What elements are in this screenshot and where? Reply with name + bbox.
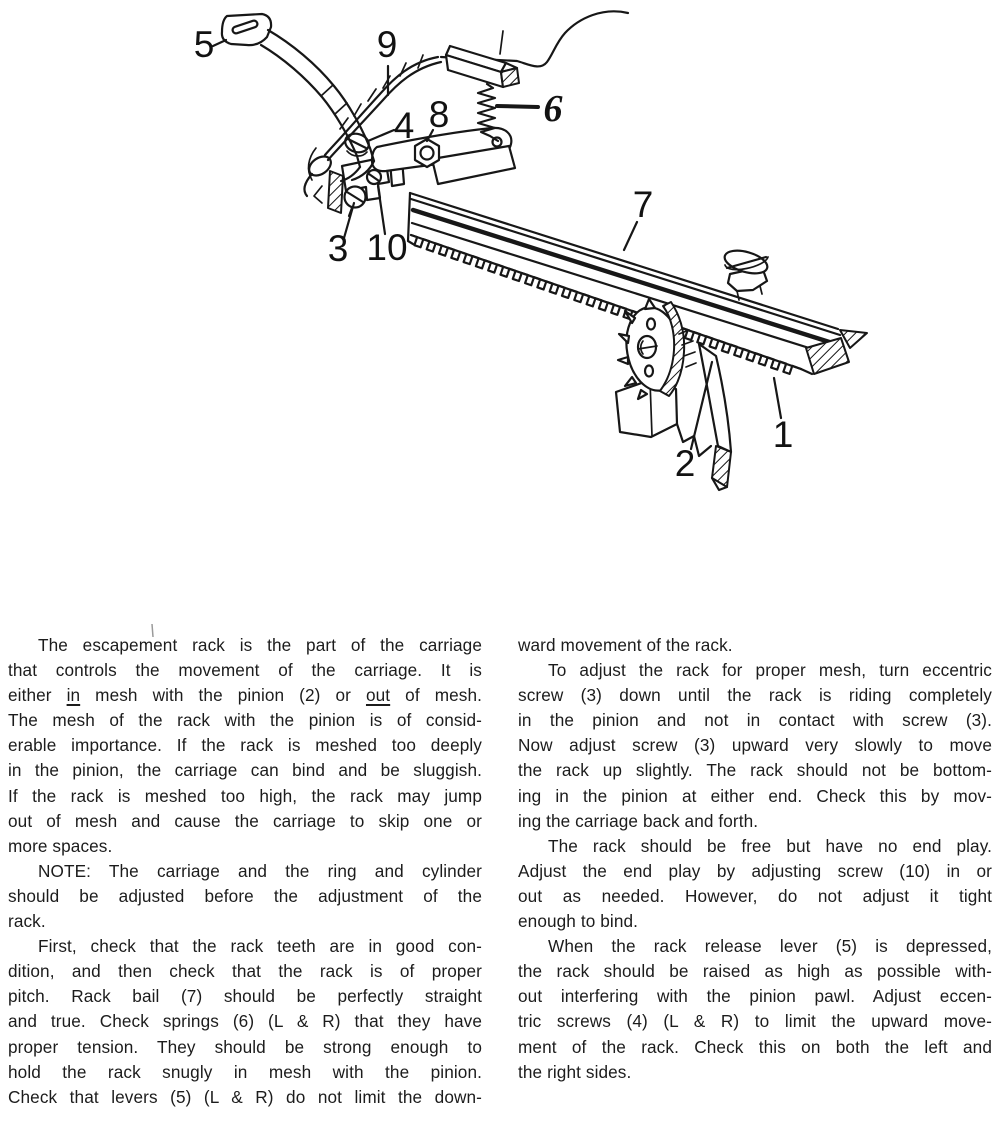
text-line: and true. Check springs (6) (L & R) that they have [8, 1011, 482, 1032]
text-line: dition, and then check that the rack is of proper [8, 961, 482, 982]
text-line: tric screws (4) (L & R) to limit the upward move- [518, 1011, 992, 1032]
callout-number-7: 7 [632, 184, 654, 225]
text-line: Now adjust screw (3) upward very slowly to move [518, 735, 992, 756]
text-line: erable importance. If the rack is meshed too deeply [8, 735, 482, 756]
text-line: ing in the pinion at either end. Check this by mov- [518, 785, 992, 806]
text-line: If the rack is meshed too high, the rack may jump [8, 785, 482, 806]
text-line: The mesh of the rack with the pinion is of consid- [8, 710, 482, 731]
text-line: rack. [8, 911, 46, 932]
text-line: either in mesh with the pinion (2) or out of mesh. [8, 685, 482, 706]
text-line: the right sides. [518, 1061, 632, 1082]
text-line: more spaces. [8, 835, 113, 856]
callout-number-8: 8 [428, 94, 450, 135]
text-line: Check that levers (5) (L & R) do not limit the down- [8, 1086, 482, 1107]
text-line: proper tension. They should be strong enough to [8, 1036, 482, 1057]
article-text [8, 633, 992, 1110]
text-line: out interfering with the pinion pawl. Adjust eccen- [518, 986, 992, 1007]
callout-number-9: 9 [376, 24, 398, 65]
text-line: should be adjusted before the adjustment of the [8, 885, 482, 906]
callout-leader-2 [691, 362, 712, 449]
callout-leader-6 [497, 106, 538, 107]
text-line: NOTE: The carriage and the ring and cylinder [38, 860, 482, 881]
text-column-right [518, 633, 992, 1110]
text-line: out of mesh and cause the carriage to skip one or [8, 810, 482, 831]
callout-number-2: 2 [674, 443, 696, 484]
callout-number-5: 5 [193, 24, 215, 65]
callout-number-6: 6 [543, 88, 563, 130]
text-line: ward movement of the rack. [518, 635, 733, 655]
release-lever-part [222, 14, 374, 181]
text-line: Adjust the end play by adjusting screw (10) in or [518, 860, 992, 881]
text-line: in the pinion, the carriage can bind and be sluggish. [8, 760, 482, 781]
callout-number-10: 10 [366, 227, 408, 268]
callouts-layer [194, 24, 794, 484]
text-line: out as needed. However, do not adjust it tight [518, 885, 992, 906]
text-line: pitch. Rack bail (7) should be perfectly straight [8, 986, 482, 1007]
callout-leader-4 [368, 130, 394, 141]
text-line: When the rack release lever (5) is depressed, [548, 936, 992, 957]
text-line: First, check that the rack teeth are in good con- [38, 936, 482, 957]
callout-number-3: 3 [327, 228, 349, 269]
text-line: The rack should be free but have no end play. [548, 835, 992, 856]
text-column-left [8, 633, 482, 1110]
callout-leader-5 [213, 40, 226, 46]
text-line: ment of the rack. Check this on both the left and [518, 1036, 992, 1057]
callout-leader-1 [774, 378, 781, 418]
text-line: the rack should be raised as high as possible with- [518, 961, 992, 982]
text-line: hold the rack snugly in mesh with the pinion. [8, 1061, 482, 1082]
pinion-part [618, 299, 696, 399]
callout-leader-7 [624, 222, 637, 250]
callout-number-1: 1 [772, 414, 794, 455]
text-line: To adjust the rack for proper mesh, turn eccentric [548, 660, 992, 681]
callout-number-4: 4 [393, 105, 415, 146]
text-line: in the pinion and not in contact with screw (3). [518, 710, 992, 731]
text-line: the rack up slightly. The rack should not be bottom- [518, 760, 992, 781]
text-line: that controls the movement of the carriage. It is [8, 660, 482, 681]
text-line: ing the carriage back and forth. [518, 810, 759, 831]
text-line: enough to bind. [518, 911, 639, 932]
rack-mounting-screw [722, 246, 770, 300]
text-line: The escapement rack is the part of the carriage [38, 635, 482, 655]
text-line: screw (3) down until the rack is riding completely [518, 685, 992, 706]
